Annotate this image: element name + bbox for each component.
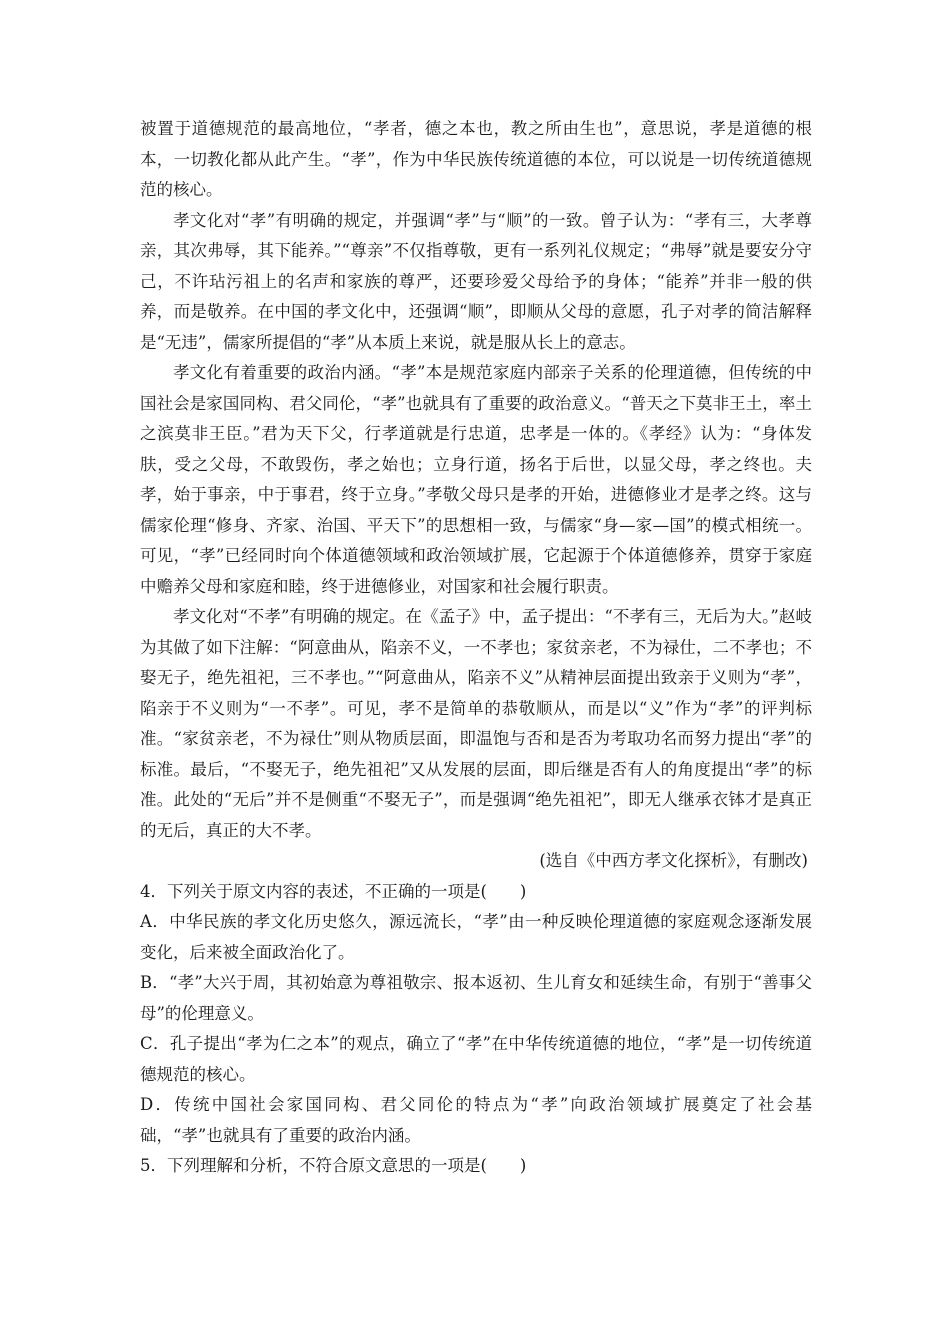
option-d[interactable]: D．传统中国社会家国同构、君父同伦的特点为“孝”向政治领域扩展奠定了社会基础，“孝”也就具有了重要的政治内涵。 <box>140 1095 812 1145</box>
passage-paragraph: 孝文化对“不孝”有明确的规定。在《孟子》中，孟子提出：“不孝有三，无后为大。”赵岐为其做了如下注解：“阿意曲从，陷亲不义，一不孝也；家贫亲老，不为禄仕，二不孝也；不娶无子，绝先祖祀，三不孝也。”“阿意曲从，陷亲不义”从精神层面提出致亲于义则为“孝”，陷亲于不义则为“一不孝”。可见，孝不是简单的恭敬顺从，而是以“义”作为“孝”的评判标准。“家贫亲老，不为禄仕”则从物质层面，即温饱与否和是否为考取功名而努力提出“孝”的标准。最后，“不娶无子，绝先祖祀”又从发展的层面，即后继是否有人的角度提出“孝”的标准。此处的“无后”并不是侧重“不娶无子”，而是强调“绝先祖祀”，即无人继承衣钵才是真正的无后，真正的大不孝。 <box>140 607 812 840</box>
question-4 <box>140 877 812 1152</box>
passage-source: (选自《中西方孝文化探析》，有删改) <box>539 851 808 870</box>
document-body <box>140 114 812 1182</box>
question-stem: 4．下列关于原文内容的表述，不正确的一项是( ) <box>140 881 527 901</box>
option-a[interactable]: A．中华民族的孝文化历史悠久，源远流长，“孝”由一种反映伦理道德的家庭观念逐渐发展变化，后来被全面政治化了。 <box>140 912 812 962</box>
passage-paragraph: 孝文化有着重要的政治内涵。“孝”本是规范家庭内部亲子关系的伦理道德，但传统的中国社会是家国同构、君父同伦，“孝”也就具有了重要的政治意义。“普天之下莫非王土，率土之滨莫非王臣。”君为天下父，行孝道就是行忠道，忠孝是一体的。《孝经》认为：“身体发肤，受之父母，不敢毁伤，孝之始也；立身行道，扬名于后世，以显父母，孝之终也。夫孝，始于事亲，中于事君，终于立身。”孝敬父母只是孝的开始，进德修业才是孝之终。这与儒家伦理“修身、齐家、治国、平天下”的思想相一致，与儒家“身—家—国”的模式相统一。可见，“孝”已经同时向个体道德领域和政治领域扩展，它起源于个体道德修养，贯穿于家庭中赡养父母和家庭和睦，终于进德修业，对国家和社会履行职责。 <box>140 363 812 596</box>
question-5 <box>140 1151 812 1182</box>
option-b[interactable]: B．“孝”大兴于周，其初始意为尊祖敬宗、报本返初、生儿育女和延续生命，有别于“善事父母”的伦理意义。 <box>140 973 812 1023</box>
question-stem: 5．下列理解和分析，不符合原文意思的一项是( ) <box>140 1156 527 1175</box>
passage-paragraph: 被置于道德规范的最高地位，“孝者，德之本也，教之所由生也”，意思说，孝是道德的根本，一切教化都从此产生。“孝”，作为中华民族传统道德的本位，可以说是一切传统道德规范的核心。 <box>140 119 812 199</box>
passage-paragraph: 孝文化对“孝”有明确的规定，并强调“孝”与“顺”的一致。曾子认为：“孝有三，大孝尊亲，其次弗辱，其下能养。”“尊亲”不仅指尊敬，更有一系列礼仪规定；“弗辱”就是要安分守己，不许玷污祖上的名声和家族的尊严，还要珍爱父母给予的身体；“能养”并非一般的供养，而是敬养。在中国的孝文化中，还强调“顺”，即顺从父母的意愿，孔子对孝的简洁解释是“无违”，儒家所提倡的“孝”从本质上来说，就是服从长上的意志。 <box>140 210 812 352</box>
option-c[interactable]: C．孔子提出“孝为仁之本”的观点，确立了“孝”在中华传统道德的地位，“孝”是一切传统道德规范的核心。 <box>140 1034 812 1084</box>
